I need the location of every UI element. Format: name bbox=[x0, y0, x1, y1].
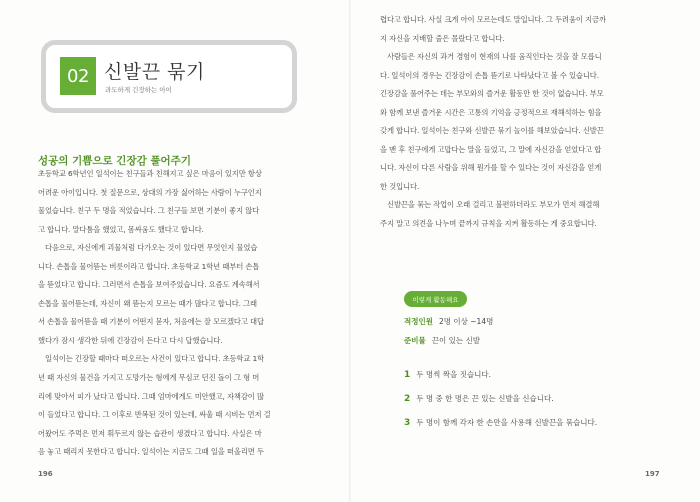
text-line: 고 합니다. 말다툼을 했었고, 몸싸움도 했다고 합니다. bbox=[38, 224, 204, 234]
step-text: 두 명이 함께 각자 한 손만을 사용해 신발끈을 묶습니다. bbox=[416, 418, 598, 427]
text-line: 긴장감을 풀어주는 데는 부모와의 즐거운 활동만 한 것이 없습니다. 부모 bbox=[380, 89, 604, 99]
step-item bbox=[404, 417, 597, 428]
text-line: 한 것입니다. bbox=[380, 181, 420, 191]
text-line: 서 손톱을 물어뜯을 때 기분이 어떤지 묻자, 처음에는 잘 모르겠다고 대답 bbox=[38, 317, 264, 327]
meta-value: 2명 이상 ~14명 bbox=[438, 317, 494, 326]
text-line: 을 맨 후 친구에게 고맙다는 말을 들었고, 그 말에 자신감을 얻었다고 합 bbox=[380, 144, 602, 154]
chapter-title: 신발끈 묶기 bbox=[104, 61, 205, 83]
text-line: 초등학교 6학년인 일석이는 친구들과 친해지고 싶은 마음이 있지만 항상 bbox=[38, 169, 262, 178]
meta-label: 준비물 bbox=[404, 336, 426, 345]
page-number-right: 197 bbox=[645, 470, 660, 478]
meta-participants bbox=[404, 316, 493, 327]
text-line: 어왔어도 주먹은 먼저 휘두르지 않는 습관이 생겼다고 합니다. 사실은 마 bbox=[38, 428, 262, 438]
text-line: 사람들은 자신의 과거 경험이 현재의 나를 움직인다는 것을 잘 모릅니 bbox=[387, 52, 602, 62]
step-item bbox=[404, 369, 491, 380]
page-number-left: 196 bbox=[38, 470, 53, 478]
page-gutter bbox=[349, 0, 351, 502]
text-line: 어려운 아이입니다. 첫 질문으로, 상대의 가장 싫어하는 사람이 누구인지 bbox=[38, 187, 262, 197]
step-text: 두 명씩 짝을 짓습니다. bbox=[416, 370, 492, 379]
step-item bbox=[404, 393, 554, 404]
text-line: 신발끈을 묶는 작업이 오래 걸리고 불편하더라도 부모가 먼저 해결해 bbox=[387, 200, 600, 210]
chapter-subtitle: 과도하게 긴장하는 아이 bbox=[105, 86, 172, 94]
text-line: 다음으로, 자신에게 괴물처럼 다가오는 것이 있다면 무엇인지 물었습 bbox=[45, 243, 258, 253]
text-line: 물었습니다. 친구 두 명을 적었습니다. 그 친구들 보면 기분이 좋지 않다 bbox=[38, 206, 260, 216]
text-line: 음 놓고 때리지 못한다고 합니다. 일석이는 지금도 그때 일을 떠올리면 두 bbox=[38, 447, 264, 457]
meta-value: 끈이 있는 신발 bbox=[431, 336, 480, 345]
text-line: 다. 일석이의 경우는 긴장감이 손톱 뜯기로 나타났다고 볼 수 있습니다. bbox=[380, 70, 599, 80]
text-line: 지 자신을 지배할 줄은 몰랐다고 합니다. bbox=[380, 33, 505, 43]
text-line: 렵다고 합니다. 사실 크게 아이 모르는데도 말입니다. 그 두려움이 지금까 bbox=[380, 15, 606, 24]
text-line: 년 때 자신의 물건을 가지고 도망가는 형에게 무심코 던진 돌이 그 형 머 bbox=[38, 373, 260, 383]
text-line: 이 들었다고 합니다. 그 이후로 반복된 것이 있는데, 싸울 때 시비는 먼저 걸 bbox=[38, 410, 271, 420]
meta-materials bbox=[404, 335, 480, 346]
right-body-text bbox=[380, 11, 662, 234]
step-number: 1 bbox=[404, 370, 411, 380]
text-line: 니다. 손톱을 물어뜯는 버릇이라고 합니다. 초등학교 1학년 때부터 손톱 bbox=[38, 261, 260, 271]
step-number: 3 bbox=[404, 418, 411, 428]
step-text: 두 명 중 한 명은 끈 있는 신발을 신습니다. bbox=[416, 394, 554, 403]
text-line: 손톱을 물어뜯는데, 자신이 왜 뜯는지 모르는 때가 많다고 합니다. 그래 bbox=[38, 298, 257, 308]
text-line: 을 뜯었다고 합니다. 그러면서 손톱을 보여주었습니다. 요즘도 계속해서 bbox=[38, 280, 260, 290]
text-line: 리에 맞아서 피가 났다고 합니다. 그때 엄마에게도 미안했고, 자책감이 많 bbox=[38, 391, 264, 401]
activity-badge: 이렇게 활동해요 bbox=[404, 291, 467, 307]
chapter-number: 02 bbox=[60, 57, 96, 95]
text-line: 일석이는 긴장할 때마다 떠오르는 사건이 있다고 합니다. 초등학교 1학 bbox=[45, 354, 265, 364]
chapter-title-box bbox=[41, 40, 297, 113]
step-number: 2 bbox=[404, 394, 411, 404]
text-line: 했다가 잠시 생각한 뒤에 긴장감이 든다고 다시 답했습니다. bbox=[38, 335, 223, 345]
text-line: 갖게 합니다. 일석이는 친구와 신발끈 묶기 놀이를 해보았습니다. 신발끈 bbox=[380, 126, 604, 136]
text-line: 와 함께 보낸 즐거운 시간은 고통의 기억을 긍정적으로 재해석하는 힘을 bbox=[380, 107, 602, 117]
meta-label: 적정인원 bbox=[404, 317, 433, 326]
text-line: 주지 말고 의견을 나누며 끝까지 규칙을 지켜 활동하는 게 중요합니다. bbox=[380, 219, 597, 229]
section-heading: 성공의 기쁨으로 긴장감 풀어주기 bbox=[38, 155, 191, 167]
text-line: 니다. 자신이 다른 사람을 위해 뭔가를 할 수 있다는 것이 자신감을 얻게 bbox=[380, 163, 602, 173]
left-body-text bbox=[38, 165, 320, 462]
